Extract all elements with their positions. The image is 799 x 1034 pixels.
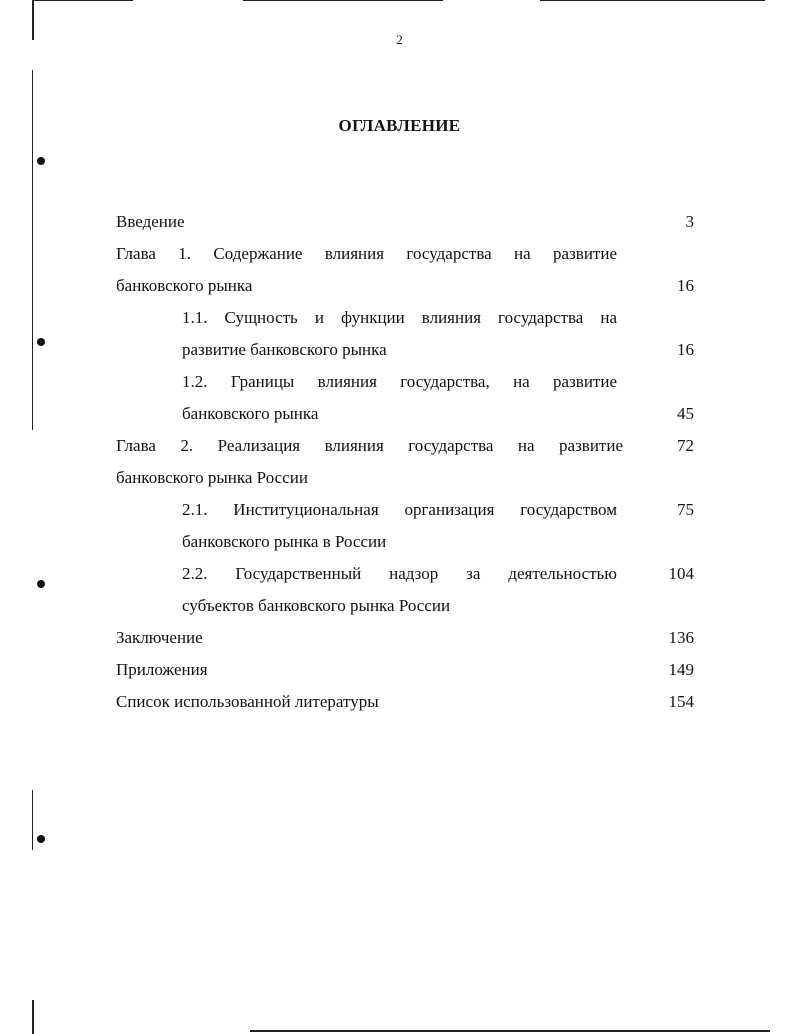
- scan-border-left: [32, 1000, 34, 1034]
- toc-entry-intro: Введение: [116, 212, 185, 231]
- toc-page-conclusion: 136: [668, 628, 694, 647]
- toc-page-references: 154: [668, 692, 694, 711]
- toc-page-appendices: 149: [668, 660, 694, 679]
- scan-border-top: [243, 0, 443, 1]
- page-number: 2: [396, 32, 403, 47]
- toc-page-intro: 3: [685, 212, 694, 231]
- toc-page-chapter-2: 72: [677, 436, 694, 455]
- scan-border-left: [32, 790, 33, 850]
- toc-entry-section-2-2: 2.2. Государственный надзор за деятельностью: [182, 564, 617, 583]
- toc-entry-section-1-1-cont: развитие банковского рынка: [182, 340, 387, 359]
- page-title: ОГЛАВЛЕНИЕ: [338, 116, 461, 135]
- toc-entry-appendices: Приложения: [116, 660, 208, 679]
- table-of-contents: [0, 206, 799, 726]
- scan-border-bottom: [250, 1030, 770, 1032]
- toc-entry-chapter-2: Глава 2. Реализация влияния государства на развитие: [116, 436, 623, 455]
- toc-page-section-2-1: 75: [677, 500, 694, 519]
- toc-entry-section-2-2-cont: субъектов банковского рынка России: [182, 596, 451, 615]
- scan-punch-hole: [37, 835, 45, 843]
- toc-entry-section-1-2-cont: банковского рынка: [182, 404, 319, 423]
- toc-entry-section-2-1: 2.1. Институциональная организация государством: [182, 500, 617, 519]
- toc-entry-conclusion: Заключение: [116, 628, 203, 647]
- toc-entry-section-2-1-cont: банковского рынка в России: [182, 532, 387, 551]
- toc-entry-section-1-2: 1.2. Границы влияния государства, на развитие: [182, 372, 617, 391]
- toc-entry-chapter-1: Глава 1. Содержание влияния государства на развитие: [116, 244, 617, 263]
- toc-page-section-2-2: 104: [668, 564, 694, 583]
- scan-border-top: [33, 0, 133, 1]
- toc-entry-chapter-2-cont: банковского рынка России: [116, 468, 308, 487]
- toc-page-section-1-2: 45: [677, 404, 694, 423]
- toc-entry-references: Список использованной литературы: [116, 692, 379, 711]
- scan-punch-hole: [37, 157, 45, 165]
- toc-entry-section-1-1: 1.1. Сущность и функции влияния государства на: [182, 308, 617, 327]
- toc-page-section-1-1: 16: [677, 340, 694, 359]
- toc-page-chapter-1: 16: [677, 276, 694, 295]
- toc-entry-chapter-1-cont: банковского рынка: [116, 276, 253, 295]
- scan-border-top: [540, 0, 765, 1]
